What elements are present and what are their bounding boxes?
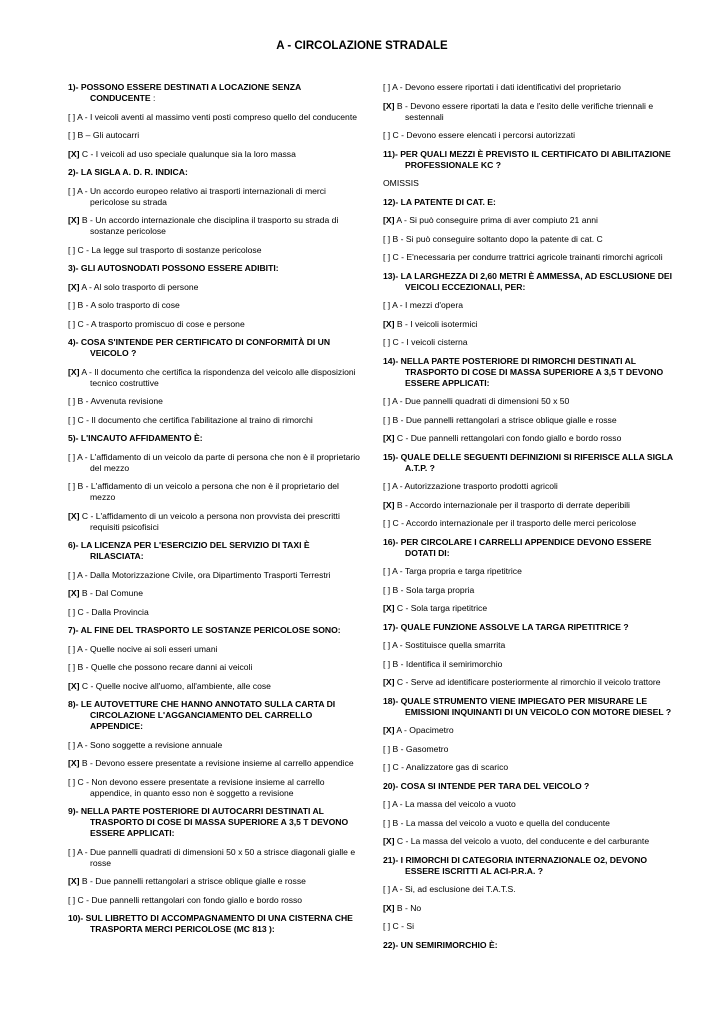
empty-box-marker: [ ]	[383, 743, 391, 754]
answer-option	[383, 215, 675, 226]
answer-option	[68, 149, 360, 160]
empty-box-marker: [ ]	[68, 643, 76, 654]
empty-box-marker: [ ]	[68, 130, 76, 140]
checked-box-marker: [X]	[68, 366, 80, 377]
answer-option	[68, 777, 360, 799]
checked-box-marker: [X]	[68, 758, 80, 768]
answer-option	[68, 876, 360, 887]
answer-option	[383, 725, 675, 736]
answer-text: B - Quelle che possono recare danni ai veicoli	[75, 662, 253, 672]
answer-text: C - Devono essere elencati i percorsi autorizzati	[390, 130, 576, 140]
checked-box-marker: [X]	[68, 510, 80, 521]
answer-text: C - Il documento che certifica l'abilitazione al traino di rimorchi	[75, 414, 313, 425]
empty-box-marker: [ ]	[68, 414, 76, 425]
answer-text: A - Due pannelli quadrati di dimensioni 50 x 50 a strisce diagonali gialle e rosse	[75, 846, 356, 868]
answer-option	[383, 337, 675, 348]
question-text: 1)- POSSONO ESSERE DESTINATI A LOCAZIONE SENZA CONDUCENTE	[68, 82, 301, 103]
empty-box-marker: [ ]	[68, 451, 76, 462]
empty-box-marker: [ ]	[383, 817, 391, 828]
answer-text: C - Due pannelli rettangolari con fondo giallo e bordo rosso	[394, 433, 622, 443]
answer-option	[68, 367, 360, 389]
answer-text: A - Opacimetro	[394, 725, 454, 735]
answer-text: C - Analizzatore gas di scarico	[390, 762, 509, 772]
empty-box-marker: [ ]	[68, 606, 76, 617]
answer-option	[383, 82, 675, 93]
checked-box-marker: [X]	[68, 281, 80, 292]
question-heading	[68, 806, 360, 839]
answer-option	[68, 415, 360, 426]
answer-text: B - I veicoli isotermici	[394, 318, 478, 329]
question-heading	[383, 537, 675, 559]
empty-box-marker: [ ]	[68, 776, 76, 787]
question-text: 18)- QUALE STRUMENTO VIENE IMPIEGATO PER MISURARE LE EMISSIONI INQUINANTI DI UN VEICOLO CON MOTORE DIESEL ?	[383, 695, 672, 717]
answer-text: C - E'necessaria per condurre trattrici agricole trainanti rimorchi agricoli	[390, 252, 663, 262]
empty-box-marker: [ ]	[383, 658, 391, 669]
answer-option	[383, 566, 675, 577]
answer-option	[383, 677, 675, 688]
empty-box-marker: [ ]	[68, 244, 76, 255]
checked-box-marker: [X]	[383, 902, 395, 913]
answer-text: B - Due pannelli rettangolari a strisce oblique gialle e rosse	[390, 414, 617, 425]
question-text: 6)- LA LICENZA PER L'ESERCIZIO DEL SERVIZIO DI TAXI È RILASCIATA:	[68, 540, 310, 561]
question-text: 10)- SUL LIBRETTO DI ACCOMPAGNAMENTO DI UNA CISTERNA CHE TRASPORTA MERCI PERICOLOSE (MC 813 ):	[68, 913, 353, 934]
empty-box-marker: [ ]	[383, 252, 391, 262]
empty-box-marker: [ ]	[68, 739, 76, 750]
answer-option	[68, 130, 360, 141]
checked-box-marker: [X]	[383, 725, 395, 735]
answer-text: A - Sono soggette a revisione annuale	[75, 739, 223, 750]
answer-text: B - Dal Comune	[79, 588, 143, 598]
right-column	[383, 82, 675, 958]
question-heading	[383, 696, 675, 718]
answer-option	[383, 799, 675, 810]
question-text: 16)- PER CIRCOLARE I CARRELLI APPENDICE DEVONO ESSERE DOTATI DI:	[383, 536, 652, 558]
checked-box-marker: [X]	[383, 499, 395, 510]
answer-text: C - Sola targa ripetitrice	[394, 603, 488, 613]
answer-option	[383, 300, 675, 311]
question-heading	[68, 433, 360, 444]
answer-option	[383, 415, 675, 426]
checked-box-marker: [X]	[383, 100, 395, 111]
answer-text: C - I veicoli cisterna	[390, 337, 468, 347]
answer-option	[68, 740, 360, 751]
answer-text: A - Si può conseguire prima di aver compiuto 21 anni	[394, 215, 598, 225]
empty-box-marker: [ ]	[383, 584, 391, 595]
answer-option	[68, 644, 360, 655]
question-text: 9)- NELLA PARTE POSTERIORE DI AUTOCARRI DESTINATI AL TRASPORTO DI COSE DI MASSA SUPERIORE A 3,5 T DEVONO ESSERE APPLICATI:	[68, 806, 349, 838]
answer-text: C - Quelle nocive all'uomo, all'ambiente, alle cose	[79, 680, 271, 691]
question-heading	[68, 337, 360, 359]
empty-box-marker: [ ]	[68, 894, 76, 905]
question-heading	[68, 263, 360, 274]
answer-option	[383, 884, 675, 895]
answer-option	[68, 511, 360, 533]
empty-box-marker: [ ]	[383, 337, 391, 347]
question-heading	[383, 452, 675, 474]
checked-box-marker: [X]	[383, 433, 395, 443]
answer-text: C - Accordo internazionale per il trasporto delle merci pericolose	[390, 518, 637, 528]
empty-box-marker: [ ]	[68, 662, 76, 672]
answer-option	[68, 452, 360, 474]
answer-text: B - Un accordo internazionale che disciplina il trasporto su strada di sostanze pericolose	[79, 215, 339, 236]
answer-text: B – Gli autocarri	[75, 130, 140, 140]
answer-option	[383, 603, 675, 614]
answer-option	[383, 396, 675, 407]
question-text: 21)- I RIMORCHI DI CATEGORIA INTERNAZIONALE O2, DEVONO ESSERE ISCRITTI AL ACI-P.R.A. ?	[383, 854, 648, 876]
answer-option	[68, 186, 360, 208]
answer-option	[68, 481, 360, 503]
answer-option	[68, 588, 360, 599]
answer-text: A - Quelle nocive ai soli esseri umani	[75, 643, 218, 654]
empty-box-marker: [ ]	[383, 130, 391, 140]
answer-option	[383, 130, 675, 141]
answer-option	[383, 903, 675, 914]
answer-text: B - La massa del veicolo a vuoto e quella del conducente	[390, 817, 610, 828]
answer-option	[383, 762, 675, 773]
checked-box-marker: [X]	[68, 148, 80, 159]
answer-text: A - Autorizzazione trasporto prodotti agricoli	[390, 481, 558, 491]
empty-box-marker: [ ]	[383, 884, 391, 894]
answer-text: C - Non devono essere presentate a revisione insieme al carrello appendice, in quanto esso non è soggetto a revisione	[75, 776, 325, 798]
answer-text: B - Sola targa propria	[390, 584, 475, 595]
answer-text: A - La massa del veicolo a vuoto	[390, 799, 516, 809]
answer-option	[68, 758, 360, 769]
question-text: 22)- UN SEMIRIMORCHIO È:	[383, 939, 498, 950]
answer-option	[383, 744, 675, 755]
page-title: A - CIRCOLAZIONE STRADALE	[276, 40, 448, 52]
left-column	[68, 82, 360, 943]
question-text: 4)- COSA S'INTENDE PER CERTIFICATO DI CONFORMITÀ DI UN VEICOLO ?	[68, 337, 331, 358]
answer-text: A - Due pannelli quadrati di dimensioni 50 x 50	[390, 396, 570, 406]
question-text: 17)- QUALE FUNZIONE ASSOLVE LA TARGA RIPETITRICE ?	[383, 621, 629, 632]
question-text: 12)- LA PATENTE DI CAT. E:	[383, 196, 496, 207]
answer-text: C - La legge sul trasporto di sostanze pericolose	[75, 244, 262, 255]
answer-text: B - Devono essere riportati la data e l'esito delle verifiche triennali e sestennali	[394, 100, 654, 122]
answer-option	[68, 607, 360, 618]
answer-option	[383, 659, 675, 670]
question-heading	[383, 149, 675, 171]
checked-box-marker: [X]	[68, 876, 80, 886]
answer-text: B - Si può conseguire soltanto dopo la patente di cat. C	[390, 233, 603, 244]
empty-box-marker: [ ]	[68, 185, 76, 196]
answer-text: A - Il documento che certifica la rispondenza del veicolo alle disposizioni tecnico costruttive	[79, 366, 356, 388]
answer-text: C - L'affidamento di un veicolo a persona non provvista dei prescritti requisiti psicofisici	[79, 510, 340, 532]
answer-text: C - La massa del veicolo a vuoto, del conducente e del carburante	[394, 836, 650, 846]
answer-text: C - A trasporto promiscuo di cose e persone	[75, 318, 245, 329]
empty-box-marker: [ ]	[383, 300, 391, 310]
answer-text: B - Due pannelli rettangolari a strisce oblique gialle e rosse	[79, 876, 306, 886]
answer-option	[383, 585, 675, 596]
question-heading	[68, 167, 360, 178]
question-heading	[383, 356, 675, 389]
answer-text: B - No	[394, 902, 422, 913]
answer-text: C - I veicoli ad uso speciale qualunque sia la loro massa	[79, 148, 296, 159]
answer-option	[68, 847, 360, 869]
checked-box-marker: [X]	[68, 215, 80, 225]
answer-text: A - Al solo trasporto di persone	[79, 281, 199, 292]
question-text: 8)- LE AUTOVETTURE CHE HANNO ANNOTATO SULLA CARTA DI CIRCOLAZIONE L'AGGANCIAMENTO DEL CARRELLO APPENDICE:	[68, 699, 336, 731]
answer-option	[383, 319, 675, 330]
question-text: 7)- AL FINE DEL TRASPORTO LE SOSTANZE PERICOLOSE SONO:	[68, 625, 341, 635]
question-text: 13)- LA LARGHEZZA DI 2,60 METRI È AMMESSA, AD ESCLUSIONE DEI VEICOLI ECCEZIONALI, PER:	[383, 270, 673, 292]
answer-text: C - Due pannelli rettangolari con fondo giallo e bordo rosso	[75, 894, 303, 905]
answer-text: A - I mezzi d'opera	[390, 300, 463, 310]
empty-box-marker: [ ]	[68, 300, 76, 310]
empty-box-marker: [ ]	[68, 846, 76, 857]
answer-option	[383, 818, 675, 829]
checked-box-marker: [X]	[383, 318, 395, 329]
checked-box-marker: [X]	[383, 836, 395, 846]
question-heading	[383, 197, 675, 208]
checked-box-marker: [X]	[383, 677, 395, 687]
answer-option	[68, 245, 360, 256]
answer-text: B - Gasometro	[390, 743, 449, 754]
answer-text: A - Devono essere riportati i dati identificativi del proprietario	[390, 82, 621, 92]
answer-option	[383, 921, 675, 932]
answer-text: C - Si	[390, 921, 415, 931]
answer-text: A - Un accordo europeo relativo ai trasporti internazionali di merci pericolose su strada	[75, 185, 326, 207]
answer-text: B - Devono essere presentate a revisione insieme al carrello appendice	[79, 758, 354, 768]
question-heading	[383, 855, 675, 877]
answer-text: A - Targa propria e targa ripetitrice	[390, 566, 522, 576]
empty-box-marker: [ ]	[383, 640, 391, 650]
empty-box-marker: [ ]	[68, 318, 76, 329]
empty-box-marker: [ ]	[383, 762, 391, 772]
question-heading	[383, 781, 675, 792]
answer-option	[68, 570, 360, 581]
answer-text: A - Sostituisce quella smarrita	[390, 640, 506, 650]
answer-text: B - Avvenuta revisione	[75, 396, 163, 406]
empty-box-marker: [ ]	[383, 82, 391, 92]
answer-option	[68, 895, 360, 906]
question-text: 2)- LA SIGLA A. D. R. INDICA:	[68, 167, 188, 177]
question-heading	[68, 913, 360, 935]
answer-option	[68, 396, 360, 407]
question-text: 15)- QUALE DELLE SEGUENTI DEFINIZIONI SI RIFERISCE ALLA SIGLA A.T.P. ?	[383, 451, 673, 473]
answer-text: A - I veicoli aventi al massimo venti posti compreso quello del conducente	[75, 111, 358, 122]
empty-box-marker: [ ]	[68, 481, 76, 491]
question-heading	[68, 82, 360, 104]
empty-box-marker: [ ]	[383, 233, 391, 244]
question-text: 5)- L'INCAUTO AFFIDAMENTO È:	[68, 433, 203, 443]
empty-box-marker: [ ]	[383, 518, 391, 528]
question-heading	[68, 699, 360, 732]
checked-box-marker: [X]	[68, 680, 80, 691]
answer-option	[68, 215, 360, 237]
answer-text: A - Dalla Motorizzazione Civile, ora Dipartimento Trasporti Terrestri	[75, 569, 331, 580]
empty-box-marker: [ ]	[383, 396, 391, 406]
answer-text: B - L'affidamento di un veicolo a persona che non è il proprietario del mezzo	[75, 481, 339, 502]
answer-text: C - Serve ad identificare posteriormente al rimorchio il veicolo trattore	[394, 677, 661, 687]
answer-option	[68, 300, 360, 311]
empty-box-marker: [ ]	[383, 414, 391, 425]
question-text: 14)- NELLA PARTE POSTERIORE DI RIMORCHI DESTINATI AL TRASPORTO DI COSE DI MASSA SUPERIORE A 3,5 T DEVONO ESSERE APPLICATI:	[383, 355, 664, 388]
answer-option	[383, 433, 675, 444]
question-text: 20)- COSA SI INTENDE PER TARA DEL VEICOLO ?	[383, 780, 590, 791]
checked-box-marker: [X]	[68, 588, 80, 598]
plain-text: OMISSIS	[383, 178, 419, 188]
answer-option	[68, 319, 360, 330]
empty-box-marker: [ ]	[383, 799, 391, 809]
empty-box-marker: [ ]	[68, 111, 76, 122]
answer-option	[383, 518, 675, 529]
answer-text: C - Dalla Provincia	[75, 606, 149, 617]
question-tail: :	[150, 93, 156, 103]
answer-option	[383, 640, 675, 651]
question-heading	[68, 625, 360, 636]
answer-text: A - Si, ad esclusione dei T.A.T.S.	[390, 884, 516, 894]
checked-box-marker: [X]	[383, 215, 395, 225]
answer-text: B - Identifica il semirimorchio	[390, 658, 503, 669]
empty-box-marker: [ ]	[383, 566, 391, 576]
empty-box-marker: [ ]	[68, 569, 76, 580]
answer-option	[68, 112, 360, 123]
answer-option	[68, 662, 360, 673]
question-text: 3)- GLI AUTOSNODATI POSSONO ESSERE ADIBITI:	[68, 263, 279, 273]
answer-option	[383, 481, 675, 492]
answer-option	[383, 101, 675, 123]
question-text: 11)- PER QUALI MEZZI È PREVISTO IL CERTIFICATO DI ABILITAZIONE PROFESSIONALE KC ?	[383, 148, 671, 170]
answer-option	[68, 282, 360, 293]
answer-option	[383, 252, 675, 263]
empty-box-marker: [ ]	[68, 396, 76, 406]
answer-text: B - Accordo internazionale per il trasporto di derrate deperibili	[394, 499, 630, 510]
answer-option	[383, 234, 675, 245]
empty-box-marker: [ ]	[383, 481, 391, 491]
question-heading	[68, 540, 360, 562]
question-heading	[383, 940, 675, 951]
answer-text: B - A solo trasporto di cose	[75, 300, 180, 310]
question-heading	[383, 622, 675, 633]
answer-option	[383, 500, 675, 511]
answer-text: A - L'affidamento di un veicolo da parte di persona che non è il proprietario del mezzo	[75, 451, 360, 473]
answer-option	[68, 681, 360, 692]
empty-box-marker: [ ]	[383, 921, 391, 931]
answer-option	[383, 836, 675, 847]
checked-box-marker: [X]	[383, 603, 395, 613]
question-heading	[383, 271, 675, 293]
